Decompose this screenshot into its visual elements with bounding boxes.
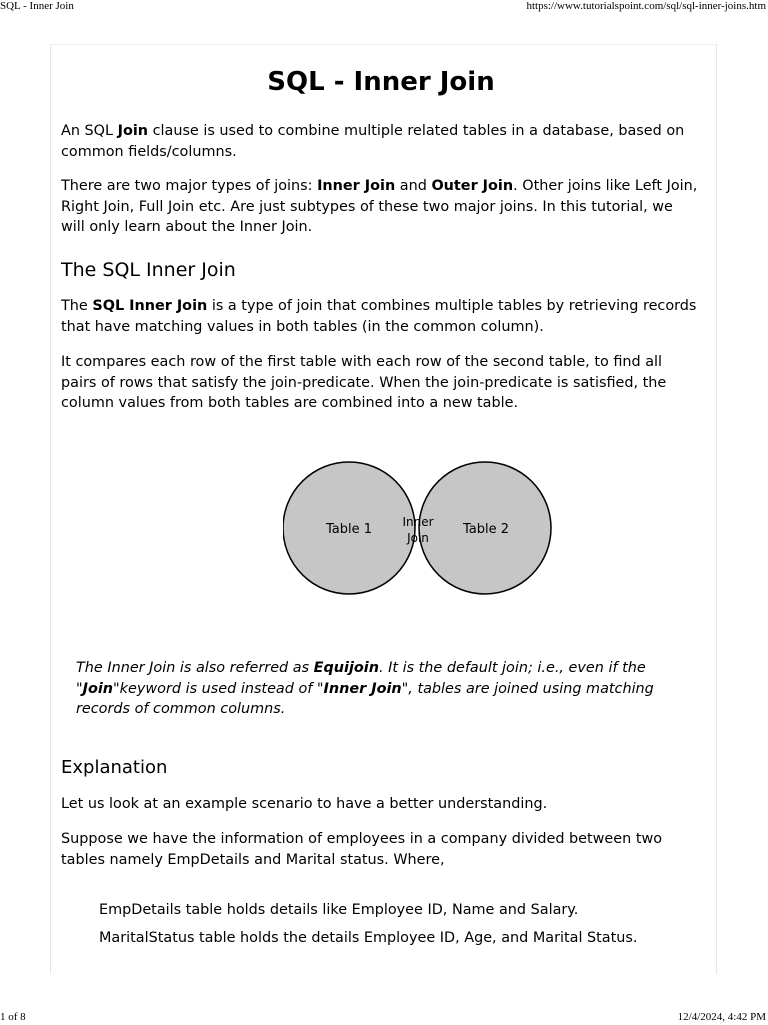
section-heading-inner-join: The SQL Inner Join — [61, 259, 236, 281]
print-header-title: SQL - Inner Join — [0, 0, 74, 12]
equijoin-term: Equijoin — [313, 660, 379, 676]
inner-join-description: It compares each row of the first table with each row of the second table, to find all pairs of rows that satisfy the join-predicate. When the join-predicate is satisfied, the column values from both tables are combined into a new table. — [61, 354, 667, 411]
outer-join-term: Outer Join — [431, 178, 514, 194]
table-definitions-list — [99, 900, 637, 956]
list-item: EmpDetails table holds details like Employee ID, Name and Salary. — [99, 902, 579, 918]
join-term: Join — [82, 680, 114, 697]
inner-join-definition: The SQL Inner Join is a type of join that combines multiple tables by retrieving records that have matching values in both tables (in the common column). — [61, 298, 697, 335]
intro-paragraph-1: An SQL Join clause is used to combine multiple related tables in a database, based on common fields/columns. — [61, 123, 685, 160]
equijoin-note: The Inner Join is also referred as Equijoin. It is the default join; i.e., even if the "Join"keyword is used instead of "Inner Join", tables are joined using matching records of common columns. — [76, 660, 654, 717]
print-datetime: 12/4/2024, 4:42 PM — [677, 1011, 766, 1023]
inner-join-term: Inner Join — [317, 178, 396, 194]
venn-label-inner-line1: Inner — [402, 515, 434, 529]
venn-label-table2: Table 2 — [462, 522, 510, 537]
venn-diagram — [283, 449, 555, 607]
venn-label-inner-line2: Join — [407, 531, 429, 545]
sql-inner-join-term: SQL Inner Join — [92, 298, 208, 314]
print-footer — [0, 1011, 768, 1025]
intro-paragraph-2: There are two major types of joins: Inner Join and Outer Join. Other joins like Left Join, Right Join, Full Join etc. Are just subtypes of these two major joins. In this tutorial, we will only learn about the Inner Join. — [61, 178, 698, 235]
print-header — [0, 0, 768, 14]
explanation-paragraph-2: Suppose we have the information of employees in a company divided between two tables namely EmpDetails and Marital status. Where, — [61, 831, 663, 868]
page-number: 1 of 8 — [0, 1011, 26, 1023]
article-card — [50, 44, 717, 974]
page-title: SQL - Inner Join — [267, 67, 495, 97]
explanation-paragraph-1: Let us look at an example scenario to have a better understanding. — [61, 796, 548, 812]
inner-join-keyword: Inner Join — [323, 680, 402, 697]
venn-label-table1: Table 1 — [325, 522, 373, 537]
section-heading-explanation: Explanation — [61, 757, 168, 778]
join-keyword: Join — [117, 123, 149, 139]
print-header-url: https://www.tutorialspoint.com/sql/sql-inner-joins.htm — [526, 0, 766, 12]
list-item: MaritalStatus table holds the details Employee ID, Age, and Marital Status. — [99, 930, 638, 946]
